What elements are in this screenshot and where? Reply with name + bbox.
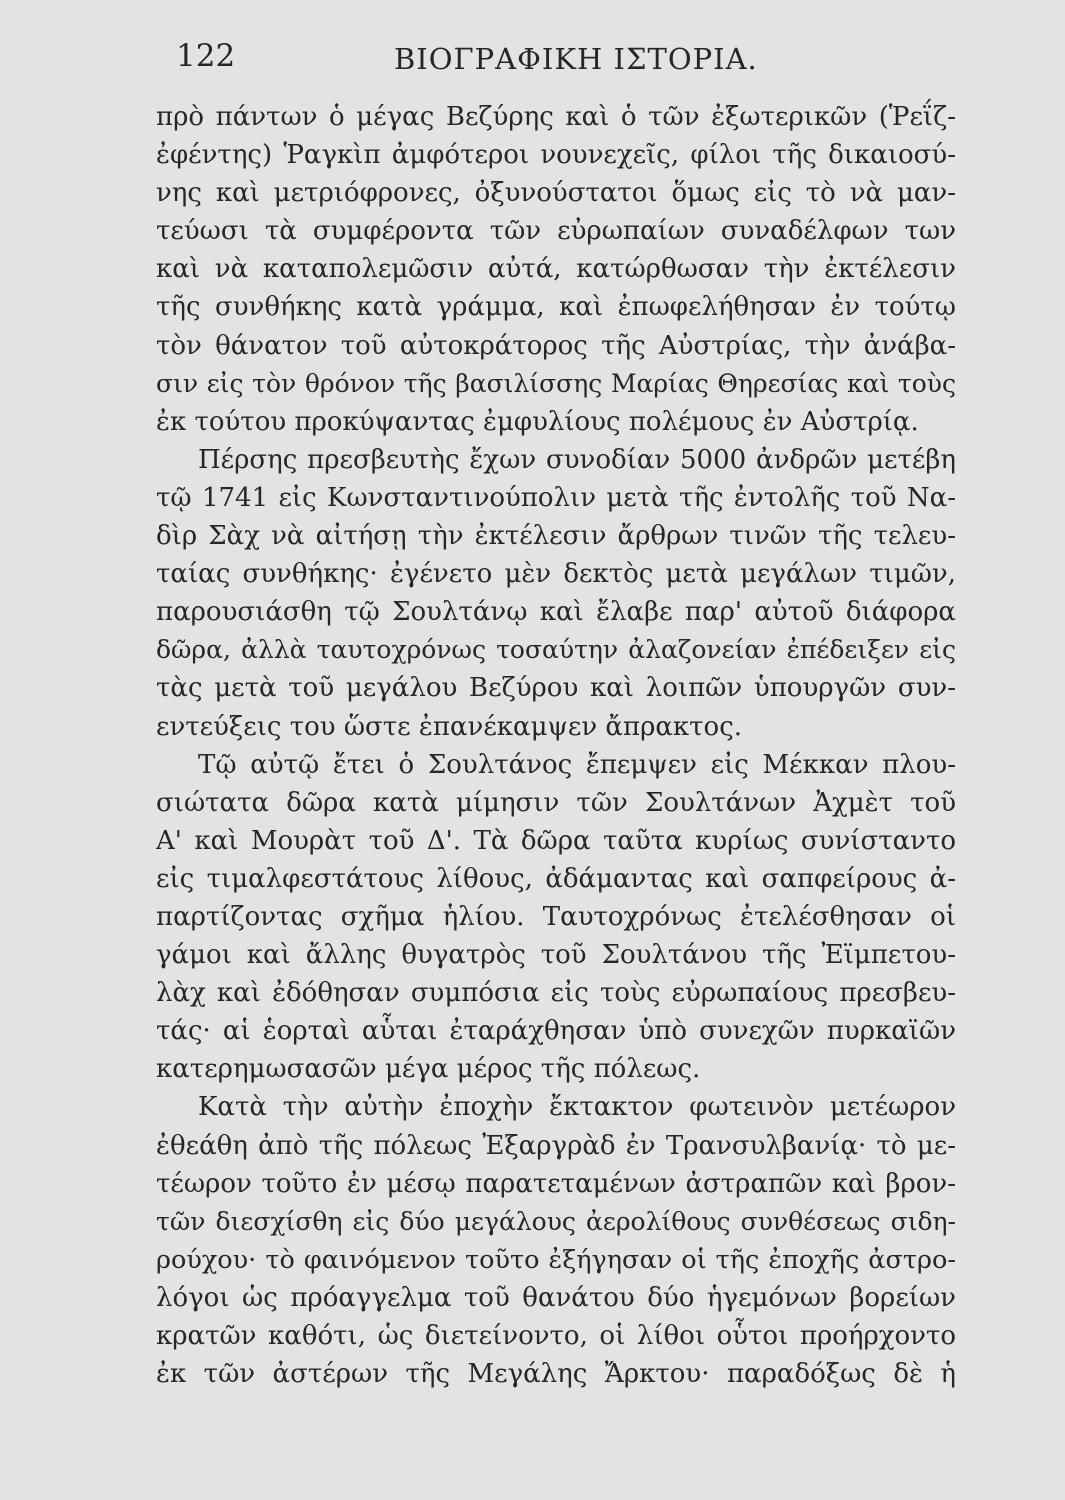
text-line: τὰς μετὰ τοῦ μεγάλου Βεζύρου καὶ λοιπῶν ὑπουργῶν συν-	[156, 673, 956, 704]
text-line: λόγοι ὡς πρόαγγελμα τοῦ θανάτου δύο ἡγεμόνων βορείων	[156, 1282, 956, 1313]
body-text	[156, 98, 956, 1393]
text-line: παρτίζοντας σχῆμα ἡλίου. Ταυτοχρόνως ἐτελέσθησαν οἱ	[156, 901, 956, 932]
text-line: τεύωσι τὰ συμφέροντα τῶν εὐρωπαίων συναδέλφων των	[156, 216, 956, 247]
text-line: Α' καὶ Μουρὰτ τοῦ Δ'. Τὰ δῶρα ταῦτα κυρίως συνίσταντο	[156, 825, 956, 856]
text-line: εἰς τιμαλφεστάτους λίθους, ἀδάμαντας καὶ σαπφείρους ἀ-	[156, 863, 956, 894]
text-line: δὶρ Σὰχ νὰ αἰτήσῃ τὴν ἐκτέλεσιν ἄρθρων τινῶν τῆς τελευ-	[156, 521, 956, 552]
text-line: καὶ νὰ καταπολεμῶσιν αὐτά, κατώρθωσαν τὴν ἐκτέλεσιν	[156, 254, 956, 285]
page-number: 122	[176, 38, 236, 74]
text-line: ρούχου· τὸ φαινόμενον τοῦτο ἐξήγησαν οἱ τῆς ἐποχῆς ἀστρο-	[156, 1244, 956, 1275]
text-line: Τῷ αὐτῷ ἔτει ὁ Σουλτάνος ἔπεμψεν εἰς Μέκκαν πλου-	[198, 749, 956, 780]
text-line: νης καὶ μετριόφρονες, ὀξυνούστατοι ὅμως εἰς τὸ νὰ μαν-	[156, 178, 956, 209]
text-line: γάμοι καὶ ἄλλης θυγατρὸς τοῦ Σουλτάνου τῆς Ἐϊμπετου-	[156, 940, 956, 971]
text-line: ταίας συνθήκης· ἐγένετο μὲν δεκτὸς μετὰ μεγάλων τιμῶν,	[156, 559, 956, 590]
text-line: τῆς συνθήκης κατὰ γράμμα, καὶ ἐπωφελήθησαν ἐν τούτῳ	[156, 292, 956, 323]
text-line: τὸν θάνατον τοῦ αὐτοκράτορος τῆς Αὐστρίας, τὴν ἀνάβα-	[156, 330, 956, 361]
text-line: παρουσιάσθη τῷ Σουλτάνῳ καὶ ἔλαβε παρ' αὐτοῦ διάφορα	[156, 597, 956, 628]
text-line: τέωρον τοῦτο ἐν μέσῳ παρατεταμένων ἀστραπῶν καὶ βρον-	[156, 1168, 956, 1199]
text-line: σιώτατα δῶρα κατὰ μίμησιν τῶν Σουλτάνων Ἀχμὲτ τοῦ	[156, 787, 956, 818]
text-line: ἐκ τῶν ἀστέρων τῆς Μεγάλης Ἄρκτου· παραδόξως δὲ ἡ	[156, 1359, 956, 1390]
text-line: τῶν διεσχίσθη εἰς δύο μεγάλους ἀερολίθους συνθέσεως σιδη-	[156, 1206, 956, 1236]
text-line: τῷ 1741 εἰς Κωνσταντινούπολιν μετὰ τῆς ἐντολῆς τοῦ Να-	[156, 482, 956, 513]
text-line: ἐφέντης) Ῥαγκὶπ ἀμφότεροι νουνεχεῖς, φίλοι τῆς δικαιοσύ-	[156, 140, 956, 171]
text-line: ἐκ τούτου προκύψαντας ἐμφυλίους πολέμους ἐν Αὐστρίᾳ.	[156, 406, 919, 437]
text-line: τάς· αἱ ἑορταὶ αὗται ἐταράχθησαν ὑπὸ συνεχῶν πυρκαϊῶν	[156, 1016, 956, 1047]
text-line: κρατῶν καθότι, ὡς διετείνοντο, οἱ λίθοι οὗτοι προήρχοντο	[156, 1321, 956, 1351]
text-line: σιν εἰς τὸν θρόνον τῆς βασιλίσσης Μαρίας Θηρεσίας καὶ τοὺς	[156, 368, 956, 398]
text-line: κατερημωσασῶν μέγα μέρος τῆς πόλεως.	[156, 1054, 701, 1085]
text-line: Κατὰ τὴν αὐτὴν ἐποχὴν ἔκτακτον φωτεινὸν μετέωρον	[198, 1092, 956, 1123]
running-title: ΒΙΟΓΡΑΦΙΚΗ ΙΣΤΟΡΙΑ.	[394, 42, 758, 76]
text-line: εντεύξεις του ὥστε ἐπανέκαμψεν ἄπρακτος.	[156, 711, 743, 742]
text-line: πρὸ πάντων ὁ μέγας Βεζύρης καὶ ὁ τῶν ἐξωτερικῶν (Ῥεΐζ-	[156, 102, 956, 132]
text-line: δῶρα, ἀλλὰ ταυτοχρόνως τοσαύτην ἀλαζονείαν ἐπέδειξεν εἰς	[156, 635, 956, 665]
page-header	[0, 38, 1065, 88]
text-line: ἐθεάθη ἀπὸ τῆς πόλεως Ἐξαργρὰδ ἐν Τρανσυλβανίᾳ· τὸ με-	[156, 1130, 956, 1161]
text-line: λὰχ καὶ ἐδόθησαν συμπόσια εἰς τοὺς εὐρωπαίους πρεσβευ-	[156, 978, 956, 1009]
text-line: Πέρσης πρεσβευτὴς ἔχων συνοδίαν 5000 ἀνδρῶν μετέβη	[198, 444, 956, 475]
